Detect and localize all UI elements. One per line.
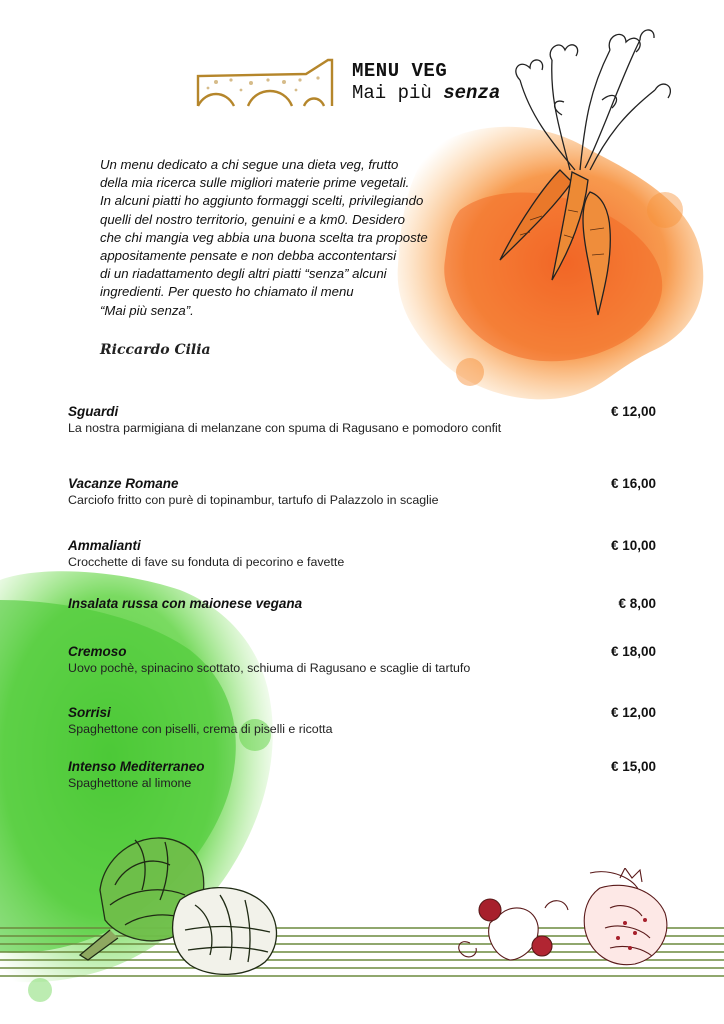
intro-line: della mia ricerca sulle migliori materie prime vegetali. — [100, 175, 410, 191]
dish-price: € 8,00 — [618, 596, 656, 611]
chef-signature: Riccardo Cilia — [100, 342, 211, 358]
intro-line: quelli del nostro territorio, genuini e a km0. Desidero — [100, 211, 405, 227]
dish-description: Crocchette di fave su fonduta di pecorino e favette — [68, 555, 345, 569]
dish-description: Spaghettone al limone — [68, 776, 192, 790]
intro-line: di un riadattamento degli altri piatti “senza” alcuni — [100, 266, 387, 282]
intro-line: Un menu dedicato a chi segue una dieta veg, frutto — [100, 157, 399, 172]
dish-name: Intenso Mediterraneo — [68, 759, 205, 774]
subtitle-emphasis: senza — [443, 82, 501, 104]
menu-title: MENU VEG — [352, 60, 448, 82]
menu-item — [68, 644, 656, 675]
menu-item — [68, 538, 656, 569]
dish-description: Carciofo fritto con purè di topinambur, tartufo di Palazzolo in scaglie — [68, 493, 439, 507]
dish-price: € 10,00 — [610, 538, 656, 553]
menu-item — [68, 476, 656, 507]
intro-line: ingredienti. Per questo ho chiamato il menu — [100, 284, 354, 300]
subtitle-prefix: Mai più — [352, 82, 432, 104]
dish-price: € 18,00 — [610, 644, 656, 659]
dish-price: € 12,00 — [610, 404, 656, 419]
dish-name: Vacanze Romane — [68, 476, 179, 491]
dish-name: Sorrisi — [68, 705, 111, 720]
dish-name: Insalata russa con maionese vegana — [68, 596, 303, 611]
menu-item — [68, 596, 656, 611]
dish-name: Ammalianti — [68, 538, 141, 553]
menu-item — [68, 759, 656, 790]
dish-price: € 12,00 — [610, 705, 656, 720]
intro-line: che chi mangia veg abbia una buona scelta tra proposte — [100, 229, 428, 245]
dish-price: € 16,00 — [610, 476, 656, 491]
dish-name: Cremoso — [68, 644, 127, 659]
intro-line: In alcuni piatti ho aggiunto formaggi scelti, privilegiando — [100, 193, 424, 209]
menu-item — [68, 705, 656, 736]
dish-description: Uovo pochè, spinacino scottato, schiuma di Ragusano e scaglie di tartufo — [68, 661, 471, 675]
dish-price: € 15,00 — [610, 759, 656, 774]
dish-name: Sguardi — [68, 404, 119, 419]
intro-line: “Mai più senza”. — [100, 302, 194, 318]
menu-item — [68, 404, 656, 435]
dish-description: La nostra parmigiana di melanzane con spuma di Ragusano e pomodoro confit — [68, 421, 502, 435]
intro-line: appositamente pensate e non debba accontentarsi — [100, 248, 397, 264]
dish-description: Spaghettone con piselli, crema di piselli e ricotta — [68, 722, 333, 736]
